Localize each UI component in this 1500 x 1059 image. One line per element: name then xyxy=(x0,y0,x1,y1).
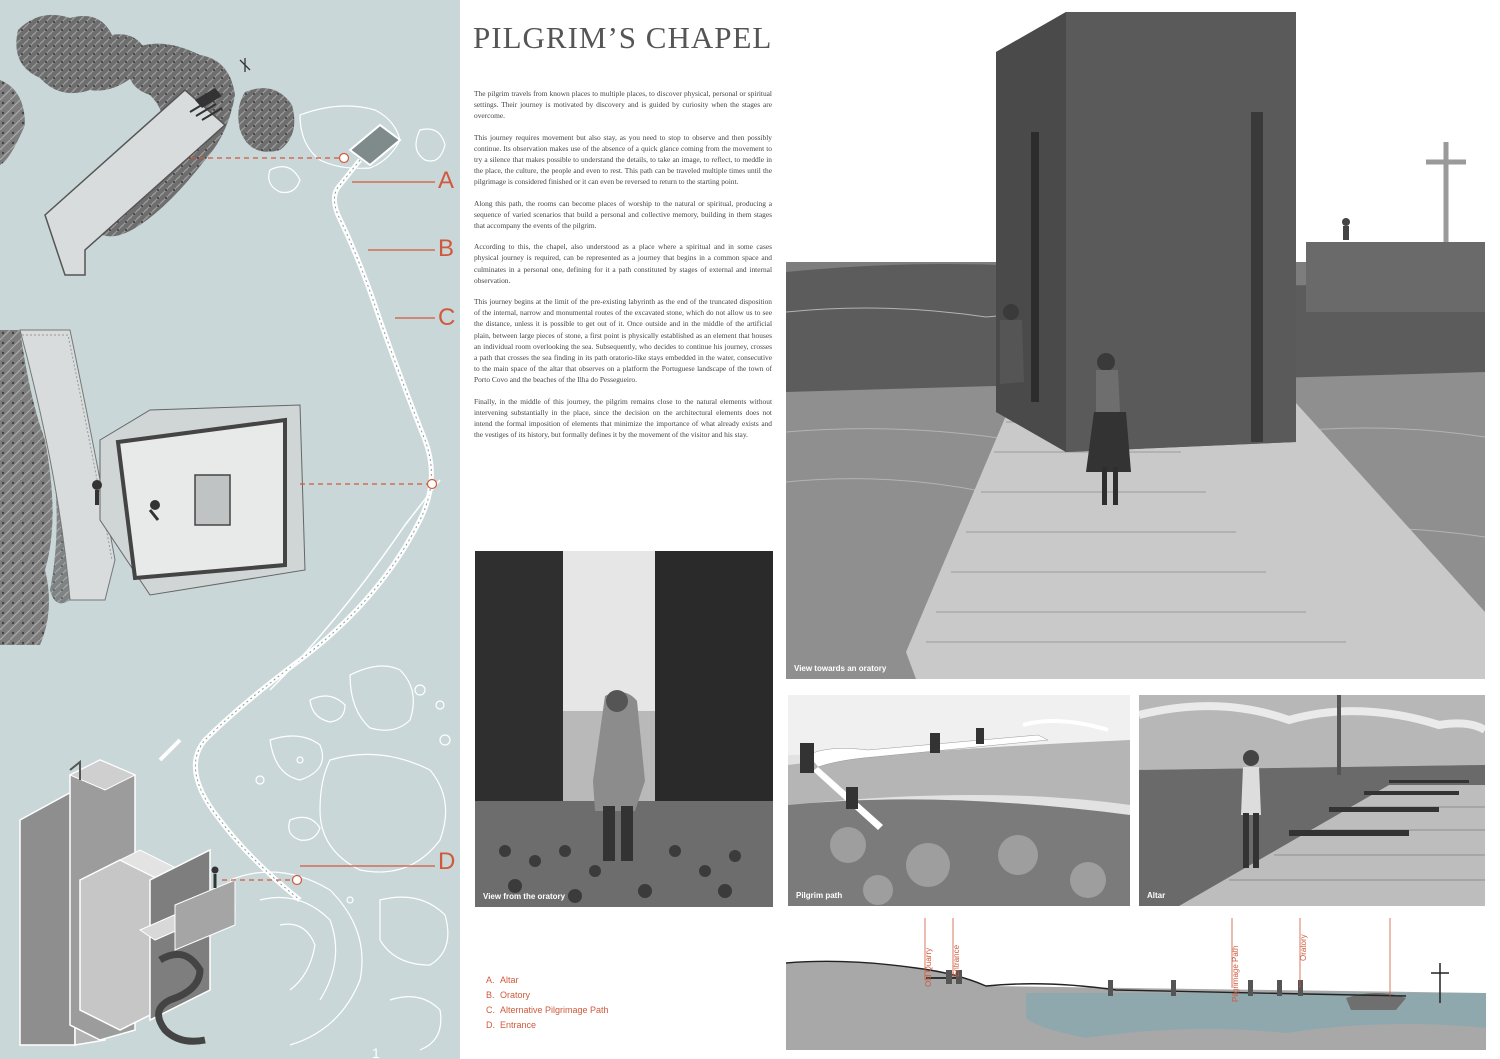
site-section xyxy=(786,918,1486,1050)
caption-altar: Altar xyxy=(1147,891,1166,900)
photo-altar xyxy=(1139,695,1485,906)
plan-label-c: C xyxy=(438,304,456,331)
oratory-platform xyxy=(92,405,305,595)
plan-label-d: D xyxy=(438,848,456,875)
north-arrow-icon xyxy=(240,58,250,72)
essay-paragraph: This journey requires movement but also stay, as you need to stop to observe and then possibly continue. Its observation makes use of the absence of a quick glance coming from the movement to try a silence that makes possible to understand the details, to take an image, to reflect, to meddle in the place, the culture, the people and even to rest. This path can be traveled multiple times until the pilgrimage is considered finished or it can even be reversed to return to the starting point. xyxy=(474,132,772,187)
caption-main-view: View towards an oratory xyxy=(794,664,887,673)
essay-paragraph: Finally, in the middle of this journey, the pilgrim remains close to the natural elements without intervening substantially in the place, since the decision on the architectural elements does not intend the formal imposition of elements that minimize the importance of what already exists and the vestiges of its history, but formally defines it by the movement of the visitor and his stay. xyxy=(474,396,772,440)
rock-outcrop xyxy=(238,88,294,152)
essay-paragraph: Along this path, the rooms can become places of worship to the natural or spiritual, producing a sequence of varied scenarios that build a personal and collective memory, building in them stages that accompany the events of the pilgrim. xyxy=(474,198,772,231)
caption-oratory-view: View from the oratory xyxy=(483,892,566,901)
essay-paragraph: According to this, the chapel, also understood as a place where a spiritual and in some cases physical journey is required, can be represented as a journey that begins in a common space and culminates in a personal one, defining for it a path constituted by stages of external and internal observation. xyxy=(474,242,772,285)
legend-item: A. Altar xyxy=(486,975,519,985)
plan-label-b: B xyxy=(438,235,455,262)
coastline-outlines xyxy=(230,106,450,1050)
chapel-isometric xyxy=(20,760,380,1059)
section-label-pilgrimage-path: Pilgrimage Path xyxy=(1231,945,1240,1002)
essay-text xyxy=(474,88,772,450)
site-section-drawing xyxy=(786,918,1486,1050)
svg-text:1: 1 xyxy=(372,1045,380,1059)
legend xyxy=(486,973,609,1033)
essay-paragraph: This journey begins at the limit of the pre-existing labyrinth as the end of the truncated disposition of the internal, narrow and monumental routes of the excavated stone, which do not allow us to see the distance, unless it is possible to get out of it. Once outside and in the middle of the artificial plain, between large pieces of stone, a first point is physically established as an element that houses an individual room overlooking the sea. Subsequently, who decides to continue his journey, crosses a path that crosses the sea finding in its path oratorio-like stays embedded in the water, consecutive to the main space of the altar that observes on a platform the Portuguese landscape of the town of Porto Covo and the beaches of the Ilha do Pessegueiro. xyxy=(474,297,772,385)
legend-item: B. Oratory xyxy=(486,990,531,1000)
site-plan xyxy=(0,0,460,1059)
page-title: PILGRIM’S CHAPEL xyxy=(473,20,773,55)
site-plan-drawing xyxy=(0,0,460,1059)
legend-item: C. Alternative Pilgrimage Path xyxy=(486,1005,609,1015)
section-label-oratory: Oratory xyxy=(1299,934,1308,961)
photo-main-view xyxy=(786,12,1485,679)
rock-outcrop xyxy=(0,80,25,165)
section-label-old-quarry: Old Quarry xyxy=(924,947,933,987)
essay-paragraph: The pilgrim travels from known places to multiple places, to discover physical, personal or spiritual settings. Their journey is motivated by discovery and is guided by curiosity when the stages are overcome. xyxy=(474,89,772,121)
caption-pilgrim-path: Pilgrim path xyxy=(796,891,843,900)
plan-label-a: A xyxy=(438,167,455,194)
photo-oratory-view xyxy=(475,551,773,907)
photo-pilgrim-path xyxy=(788,695,1130,906)
legend-item: D. Entrance xyxy=(486,1020,537,1030)
section-label-entrance: Entrance xyxy=(952,944,961,977)
